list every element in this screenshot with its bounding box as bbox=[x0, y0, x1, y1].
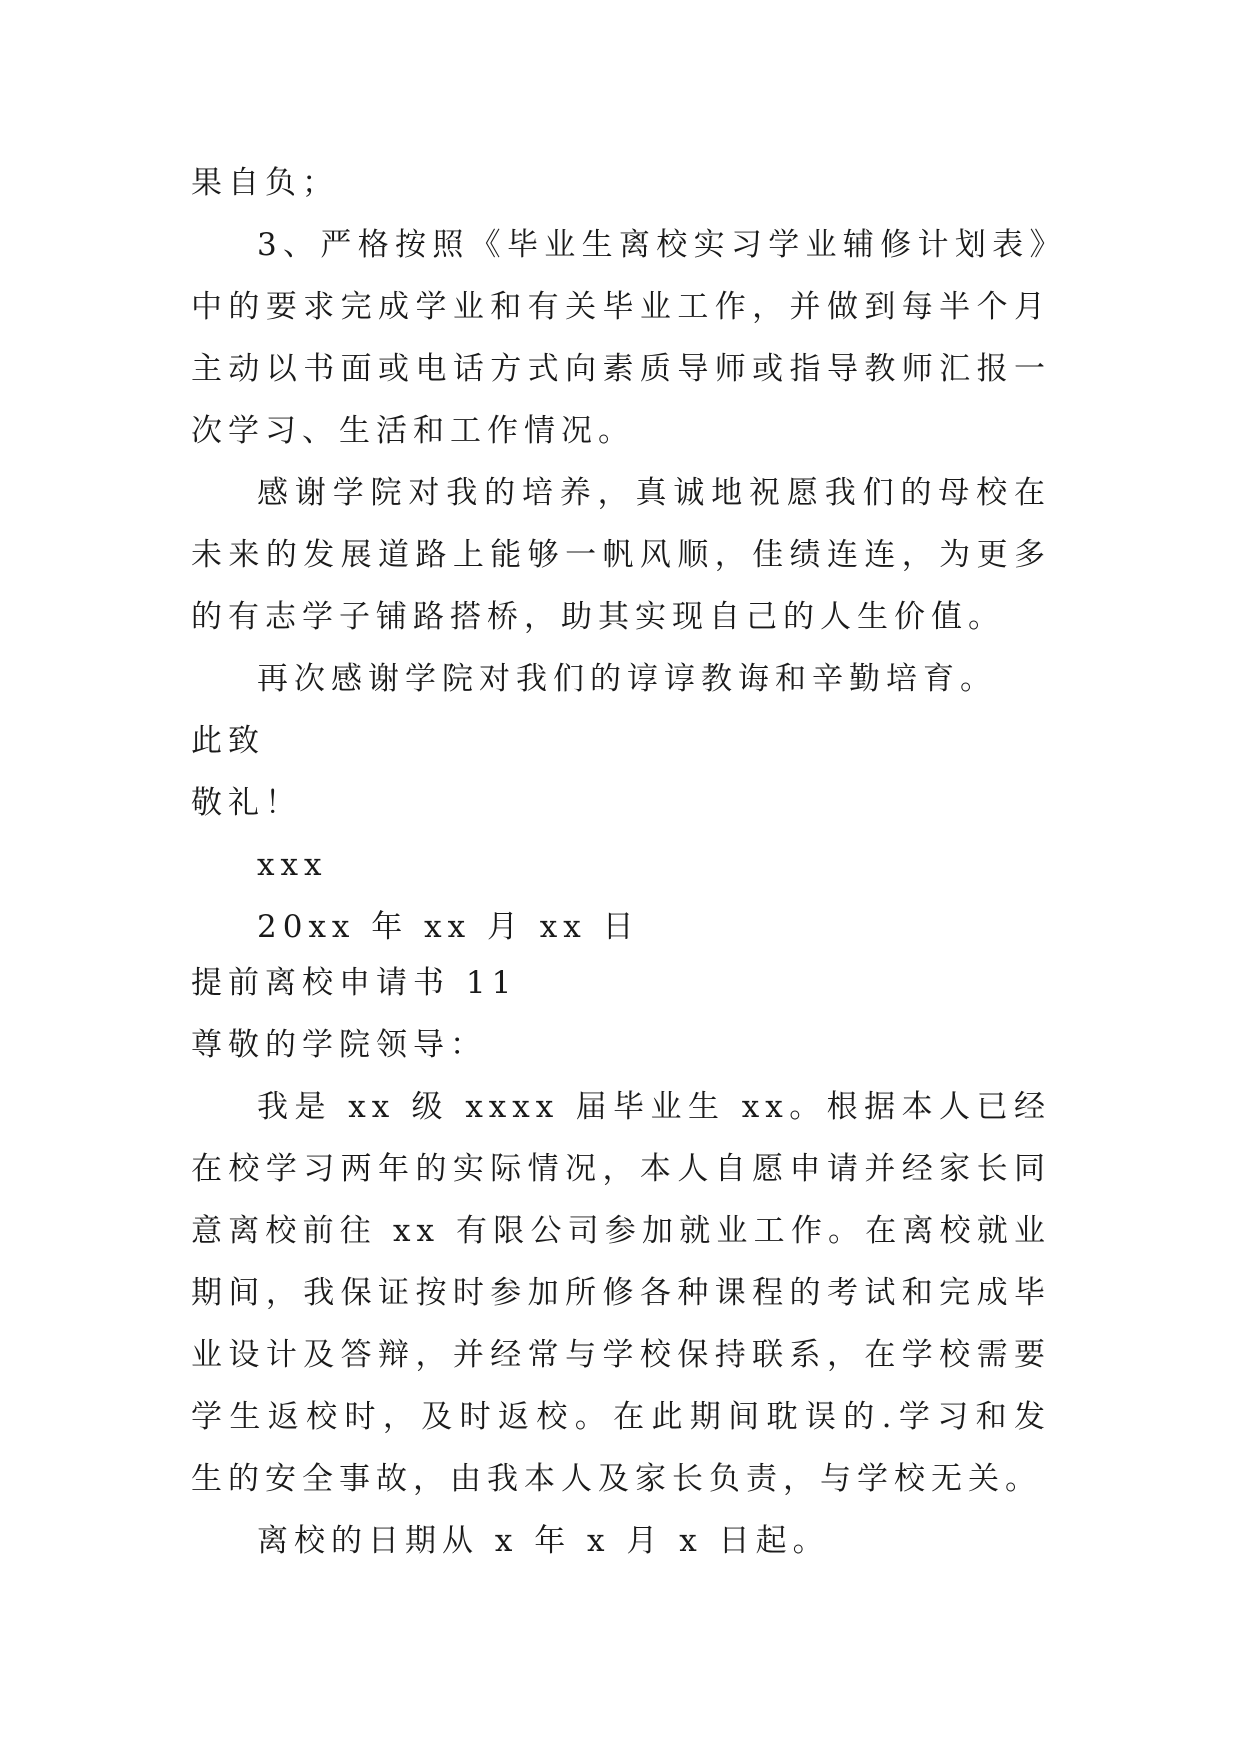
section-title: 提前离校申请书 11 bbox=[191, 965, 518, 1001]
paragraph-application-body: 我是 xx 级 xxxx 届毕业生 xx。根据本人已经在校学习两年的实际情况，本人自愿申请并经家长同意离校前往 xx 有限公司参加就业工作。在离校就业期间，我保证按时参加所修各种课程的考试和完成毕业设计及答辩，并经常与学校保持联系，在学校需要学生返校时，及时返校。在此期间耽误的.学习和发生的安全事故，由我本人及家长负责，与学校无关。 bbox=[191, 1089, 1051, 1497]
application-letter-section bbox=[191, 952, 1051, 1572]
paragraph-thanks: 感谢学院对我的培养，真诚地祝愿我们的母校在未来的发展道路上能够一帆风顺，佳绩连连，为更多的有志学子铺路搭桥，助其实现自己的人生价值。 bbox=[191, 475, 1051, 635]
salutation: 尊敬的学院领导： bbox=[191, 1027, 487, 1063]
closing-cizhi: 此致 bbox=[191, 723, 265, 759]
signature-name: xxx bbox=[257, 847, 328, 883]
paragraph-continued: 果自负； bbox=[191, 165, 339, 201]
paragraph-item-3: 3、严格按照《毕业生离校实习学业辅修计划表》中的要求完成学业和有关毕业工作，并做到每半个月主动以书面或电话方式向素质导师或指导教师汇报一次学习、生活和工作情况。 bbox=[191, 227, 1051, 449]
paragraph-leave-date: 离校的日期从 x 年 x 月 x 日起。 bbox=[257, 1523, 830, 1559]
closing-jingli: 敬礼！ bbox=[191, 785, 302, 821]
paragraph-thanks-again: 再次感谢学院对我们的谆谆教诲和辛勤培育。 bbox=[257, 661, 997, 697]
signature-date: 20xx 年 xx 月 xx 日 bbox=[257, 909, 640, 945]
letter-closing-section bbox=[191, 152, 1051, 958]
